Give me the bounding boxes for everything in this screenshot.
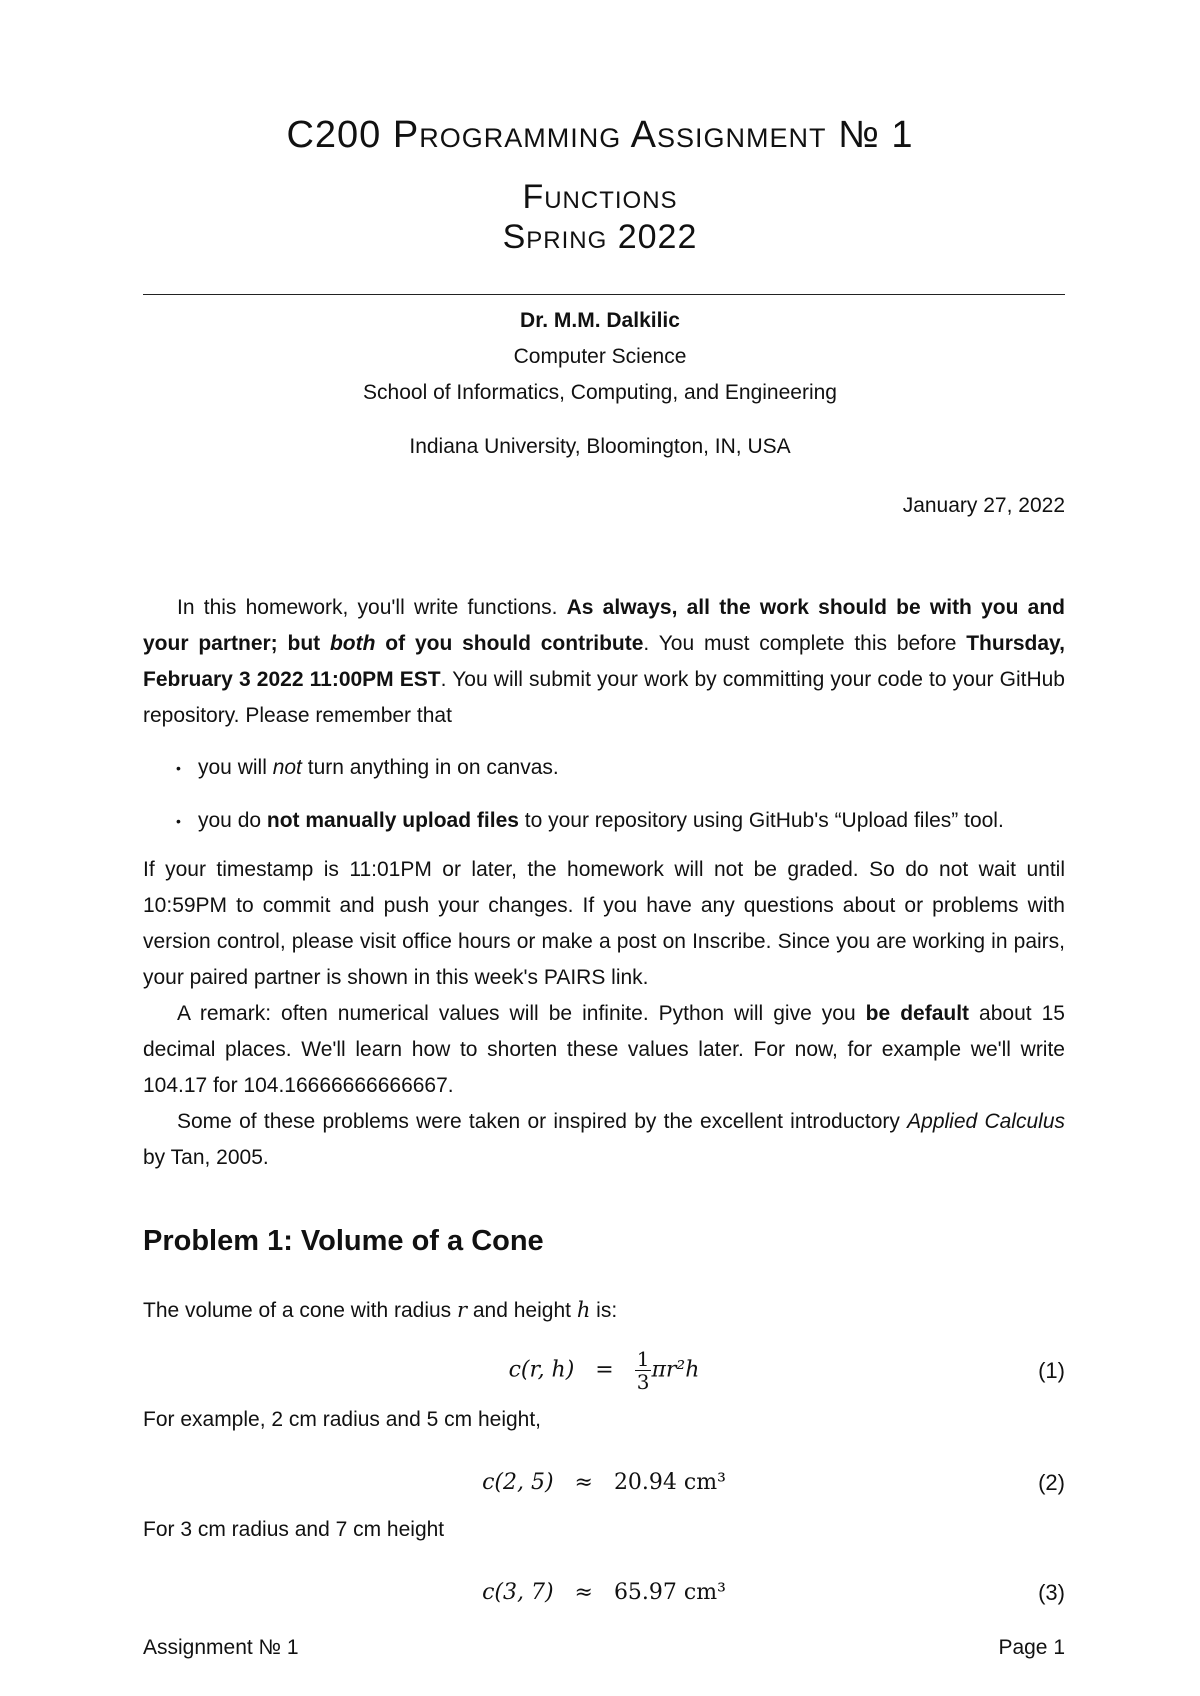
variable-h: h [576,1298,591,1322]
intro-text: . You will submit your work by committing your code to your GitHub repository. Please remember that [143,668,1065,727]
problem-text: The volume of a cone with radius [143,1299,457,1322]
remark-emphasis: be default [865,1002,970,1025]
equation-number: (3) [1038,1580,1065,1605]
equation-expression [143,1470,1065,1495]
remark-paragraph [143,996,1065,1104]
bullet-emphasis: not manually upload files [266,809,519,832]
source-paragraph [143,1104,1065,1176]
footer-page-number: Page 1 [998,1636,1065,1659]
equation-rhs: πr²h [651,1357,700,1383]
intro-emphasis: As always, all the work should be with you and your partner; but [143,596,1065,655]
list-item [176,803,1065,839]
footer-assignment: Assignment № 1 [143,1636,299,1659]
assignment-term: Spring 2022 [502,218,698,256]
fraction-denominator: 3 [636,1370,650,1394]
equation-lhs: c(3, 7) [482,1580,554,1605]
problem-text: and height [467,1299,577,1322]
equation-2 [143,1460,1065,1510]
due-date: Thursday, February 3 2022 11:00PM EST [143,632,1066,691]
equation-operator: ≈ [574,1580,593,1605]
deadline-paragraph: If your timestamp is 11:01PM or later, the homework will not be graded. So do not wait until 10:59PM to commit and push your changes. If you have any questions about or problems with version control, please visit office hours or make a post on Inscribe. Since you are working in pairs, your paired partner is shown in this week's PAIRS link. [143,858,1065,989]
fraction [635,1348,652,1393]
document-date: January 27, 2022 [902,494,1065,517]
bullet-text: to your repository using GitHub's “Upload files” tool. [518,809,1004,832]
author-department: Computer Science [513,345,687,368]
example-2-text: For 3 cm radius and 7 cm height [143,1518,445,1541]
intro-text: . You must complete this before [643,632,967,655]
equation-operator: ≈ [574,1470,593,1495]
author-name: Dr. M.M. Dalkilic [520,309,680,332]
equation-number: (2) [1038,1470,1065,1495]
bullet-emphasis: not [272,756,302,779]
book-title: Applied Calculus [907,1110,1065,1133]
problem-description [143,1292,1065,1329]
reminder-list [176,750,1065,839]
equation-1 [143,1342,1065,1402]
assignment-title: C200 Programming Assignment № 1 [286,114,914,156]
equation-lhs: c(r, h) [508,1357,575,1383]
problem-heading: Problem 1: Volume of a Cone [143,1225,544,1257]
source-text: by Tan, 2005. [143,1146,269,1169]
example-1-text: For example, 2 cm radius and 5 cm height, [143,1408,542,1431]
bullet-icon: • [176,760,181,776]
equation-rhs: 20.94 cm³ [613,1470,726,1495]
equation-operator: = [595,1357,614,1383]
fraction-numerator: 1 [636,1347,650,1371]
assignment-subtitle: Functions [522,178,678,216]
bullet-icon: • [176,813,181,829]
equation-lhs: c(2, 5) [482,1470,554,1495]
intro-paragraph [143,590,1065,734]
equation-expression [143,1580,1065,1605]
source-text: Some of these problems were taken or inspired by the excellent introductory [177,1110,908,1133]
remark-text: A remark: often numerical values will be infinite. Python will give you [177,1002,866,1025]
remark-text: about 15 decimal places. We'll learn how to shorten these values later. For now, for example we'll write 104.17 for 104.16666666666667. [143,1002,1065,1097]
variable-r: r [457,1298,468,1322]
title-rule [143,294,1065,295]
author-school: School of Informatics, Computing, and Engineering [363,381,837,404]
equation-rhs: 65.97 cm³ [613,1580,726,1605]
intro-emphasis-both: both [329,632,376,655]
bullet-text: turn anything in on canvas. [301,756,559,779]
list-item [176,750,1065,786]
problem-text: is: [590,1299,618,1322]
intro-text: In this homework, you'll write functions. [177,596,567,619]
equation-number: (1) [1038,1358,1065,1383]
author-university: Indiana University, Bloomington, IN, USA [409,435,791,458]
equation-expression [143,1348,1065,1393]
bullet-text: you will [198,756,273,779]
equation-3 [143,1570,1065,1620]
bullet-text: you do [198,809,267,832]
intro-emphasis-contribute: of you should contribute [375,632,644,655]
